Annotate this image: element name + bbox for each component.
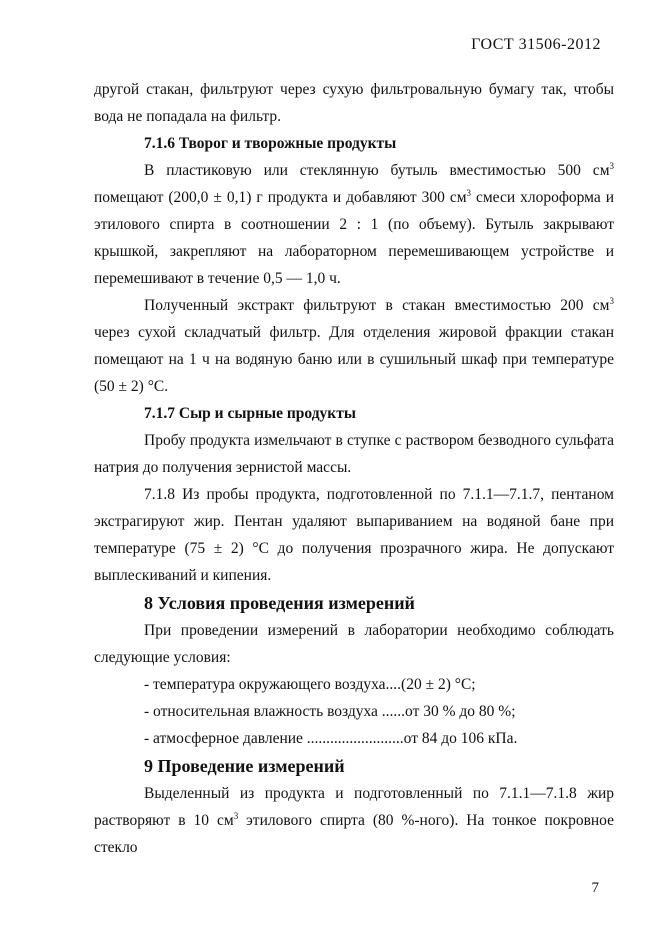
list-item: - температура окружающего воздуха....(20 ± 2) °С; [144, 676, 476, 693]
page-number: 7 [591, 880, 599, 896]
text-run: смеси хлороформа и этилового спирта в соотношении 2 : 1 (по объему). Бутыль закрывают крышкой, закрепляют на лабораторном перемешивающем устройстве и перемешивают в течение 0,5 — 1,0 ч. [94, 189, 614, 287]
text-run: Выделенный из продукта и подготовленный по 7.1.1—7.1.8 жир растворяют в 10 см [94, 785, 614, 829]
text-run: В пластиковую или стеклянную бутыль вместимостью 500 см [144, 162, 610, 179]
standard-header: ГОСТ 31506-2012 [471, 36, 601, 53]
paragraph: Пробу продукта измельчают в ступке с раствором безводного сульфата натрия до получения зернистой массы. [94, 432, 614, 476]
text-run: этилового спирта (80 %-ного). На тонкое покровное стекло [94, 812, 615, 856]
superscript: 3 [233, 810, 239, 821]
paragraph [94, 157, 614, 292]
list-item: - атмосферное давление .........................от 84 до 106 кПа. [144, 730, 518, 747]
superscript: 3 [466, 187, 472, 198]
section-heading-7-1-7: 7.1.7 Сыр и сырные продукты [144, 405, 356, 422]
paragraph: При проведении измерений в лаборатории необходимо соблюдать следующие условия: [94, 622, 614, 666]
text-run: через сухой складчатый фильтр. Для отделения жировой фракции стакан помещают на 1 ч на водяную баню или в сушильный шкаф при температуре (50 ± 2) °С. [94, 324, 614, 395]
superscript: 3 [609, 160, 614, 171]
section-heading-7-1-6: 7.1.6 Творог и творожные продукты [144, 135, 397, 152]
section-heading-8: 8 Условия проведения измерений [144, 593, 415, 613]
text-run: помещают (200,0 ± 0,1) г продукта и добавляют 300 см [94, 189, 467, 206]
superscript: 3 [609, 295, 614, 306]
list-item: - относительная влажность воздуха ......от 30 % до 80 %; [144, 703, 516, 720]
paragraph: другой стакан, фильтруют через сухую фильтровальную бумагу так, чтобы вода не попадала на фильтр. [94, 81, 614, 125]
paragraph [94, 780, 614, 861]
section-heading-9: 9 Проведение измерений [144, 756, 345, 776]
paragraph: 7.1.8 Из пробы продукта, подготовленной по 7.1.1—7.1.7, пентаном экстрагируют жир. Пентан удаляют выпариванием на водяной бане при температуре (75 ± 2) °С до получения прозрачного жира. Не допускают выплескиваний и кипения. [94, 486, 614, 584]
text-run: Полученный экстракт фильтруют в стакан вместимостью 200 см [144, 297, 610, 314]
paragraph [94, 292, 614, 400]
document-body [94, 76, 614, 861]
